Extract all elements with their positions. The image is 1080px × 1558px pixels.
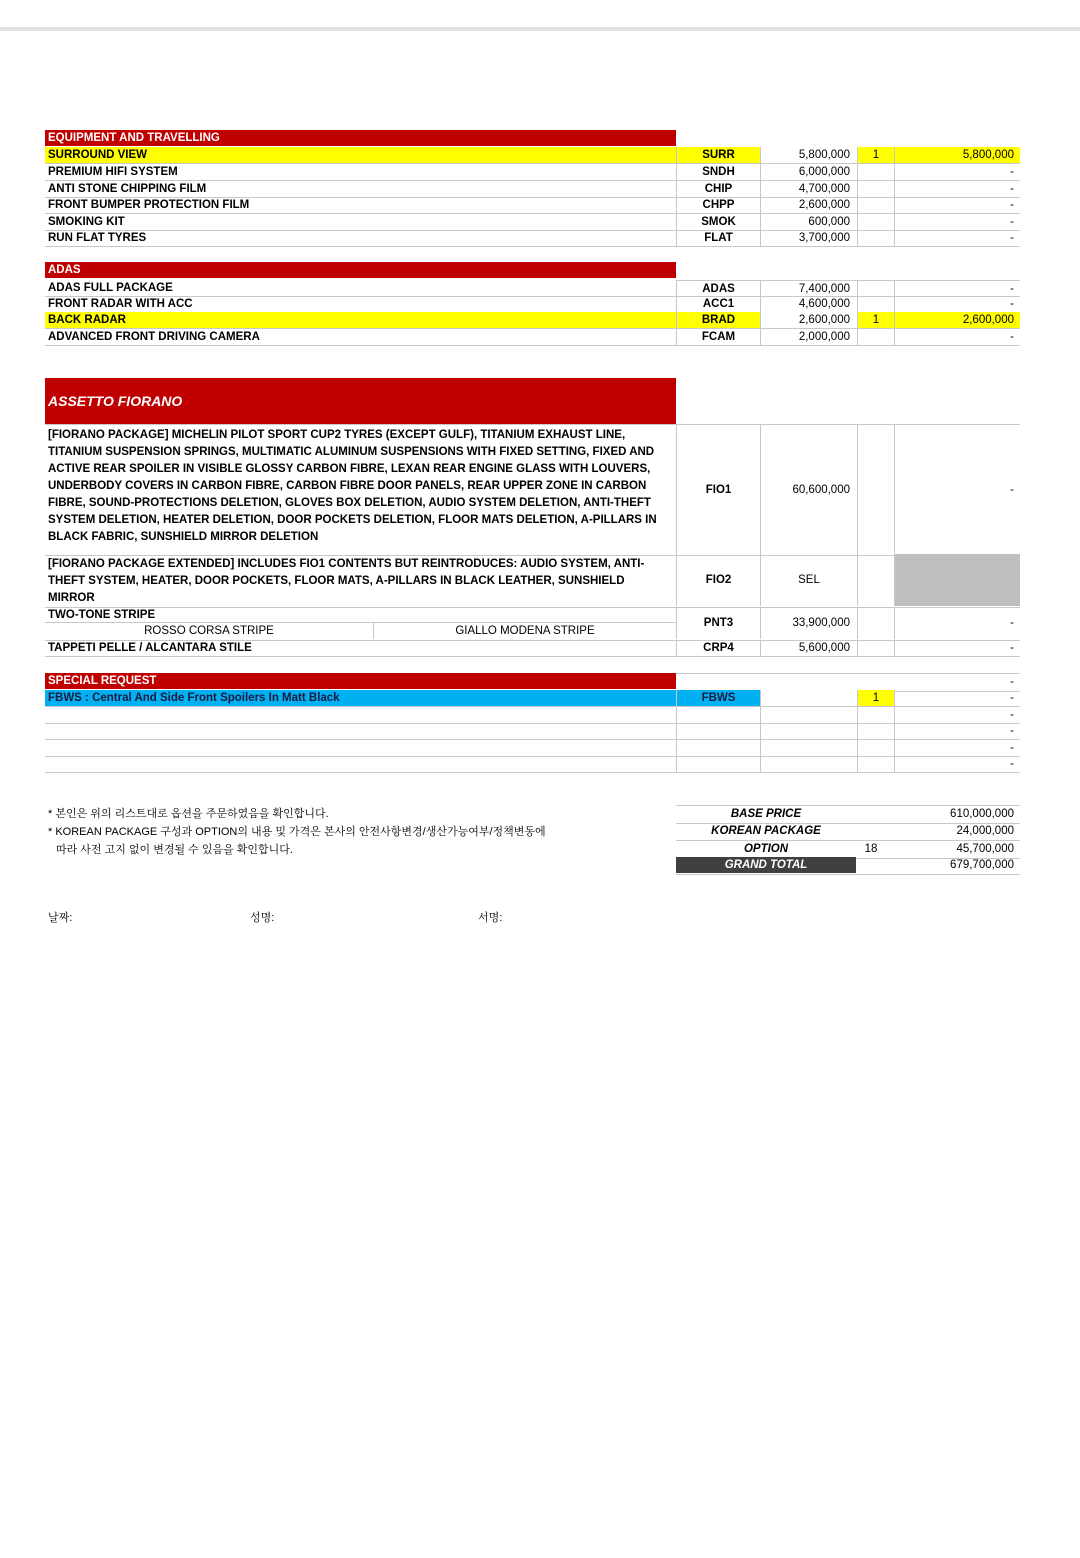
section-header-fiorano: ASSETTO FIORANO: [45, 378, 676, 424]
stripe-option-rosso[interactable]: ROSSO CORSA STRIPE: [45, 623, 374, 639]
empty-price: [761, 740, 858, 757]
two-tone-stripe-row: [45, 607, 1020, 641]
option-code: CHPP: [676, 197, 761, 214]
option-price: 2,600,000: [761, 197, 858, 214]
option-qty[interactable]: [858, 214, 895, 231]
option-total: -: [895, 230, 1020, 247]
option-code: FIO2: [676, 554, 761, 606]
empty-qty[interactable]: [858, 707, 895, 724]
option-code: SNDH: [676, 164, 761, 181]
option-code: PNT3: [676, 607, 761, 639]
stripe-option-giallo[interactable]: GIALLO MODENA STRIPE: [455, 625, 595, 637]
table-row: [45, 147, 1020, 164]
page-top-divider: [0, 27, 1080, 31]
option-total: -: [895, 756, 1020, 773]
section-header-special: SPECIAL REQUEST: [45, 673, 676, 689]
option-name: SMOKING KIT: [45, 214, 676, 231]
summary-grand-total: [676, 857, 1020, 875]
signature-label: 서명:: [478, 912, 503, 924]
empty-price: [761, 707, 858, 724]
empty-row: [45, 740, 1020, 757]
empty-qty[interactable]: [858, 740, 895, 757]
table-row: [45, 329, 1020, 346]
summary-value: 45,700,000: [956, 843, 1014, 855]
special-request-row: [45, 690, 1020, 707]
pricing-disclaimer-note-cont: 따라 사전 고지 없이 변경될 수 있음을 확인합니다.: [56, 844, 293, 856]
option-total: -: [895, 296, 1020, 313]
option-total: -: [895, 673, 1020, 692]
table-row: [45, 640, 1020, 657]
empty-code: [676, 740, 761, 757]
table-row: [45, 280, 1020, 297]
option-price: 33,900,000: [761, 607, 858, 639]
summary-base-price: [676, 805, 1020, 824]
option-qty[interactable]: [858, 425, 895, 554]
option-price: 4,600,000: [761, 296, 858, 313]
option-qty[interactable]: [858, 197, 895, 214]
option-qty[interactable]: [858, 296, 895, 313]
table-row: [45, 230, 1020, 247]
option-price: 3,700,000: [761, 230, 858, 247]
option-qty[interactable]: [858, 640, 895, 657]
option-total: -: [895, 690, 1020, 707]
option-price: 60,600,000: [761, 425, 858, 554]
option-price: 5,600,000: [761, 640, 858, 657]
summary-label: GRAND TOTAL: [676, 857, 856, 873]
empty-row: [45, 756, 1020, 773]
option-qty[interactable]: 1: [858, 312, 895, 329]
special-request-name[interactable]: FBWS : Central And Side Front Spoilers In Matt Black: [45, 690, 676, 707]
option-total: -: [895, 740, 1020, 757]
option-description: [FIORANO PACKAGE] MICHELIN PILOT SPORT CUP2 TYRES (EXCEPT GULF), TITANIUM EXHAUST LINE, TITANIUM SUSPENSION SPRINGS, MULTIMATIC ALUMINUM SUSPENSIONS WITH FIXED SETTING, FIXED AND ACTIVE REAR SPOILER IN VISIBLE GLOSSY CARBON FIBRE, LEXAN REAR ENGINE GLASS WITH LOUVERS, UNDERBODY COVERS IN CARBON FIBRE, CARBON FIBRE DOOR PANELS, REAR UPPER ZONE IN CARBON FIBRE, SOUND-PROTECTIONS DELETION, GLOVES BOX DELETION, AUDIO SYSTEM DELETION, ANTI-THEFT SYSTEM DELETION, HEATER DELETION, DOOR POCKETS DELETION, FLOOR MATS DELETION, A-PILLARS IN BLACK FABRIC, SUNSHIELD MIRROR DELETION: [48, 429, 657, 543]
option-code: FIO1: [676, 425, 761, 554]
option-name: ADVANCED FRONT DRIVING CAMERA: [45, 329, 676, 346]
empty-price: [761, 723, 858, 740]
option-name: FRONT RADAR WITH ACC: [45, 296, 676, 313]
option-name: BACK RADAR: [45, 312, 676, 329]
option-total: -: [895, 640, 1020, 657]
summary-option-count: 18: [864, 843, 878, 855]
date-label: 날짜:: [48, 912, 73, 924]
option-total: -: [895, 329, 1020, 346]
option-code: ADAS: [676, 280, 761, 297]
option-price: SEL: [761, 554, 858, 606]
option-name: RUN FLAT TYRES: [45, 230, 676, 247]
option-price: 600,000: [761, 214, 858, 231]
empty-code: [676, 723, 761, 740]
option-price: 7,400,000: [761, 280, 858, 297]
option-name: TAPPETI PELLE / ALCANTARA STILE: [45, 640, 676, 657]
table-row: [45, 197, 1020, 214]
option-code: FLAT: [676, 230, 761, 247]
summary-value: 679,700,000: [950, 859, 1014, 871]
empty-name[interactable]: [45, 723, 676, 740]
option-name: TWO-TONE STRIPE: [45, 607, 676, 623]
empty-code: [676, 756, 761, 773]
option-total: -: [895, 197, 1020, 214]
option-qty[interactable]: [858, 607, 895, 639]
table-row: [45, 214, 1020, 231]
option-qty[interactable]: 1: [858, 690, 895, 707]
empty-name[interactable]: [45, 756, 676, 773]
empty-row: [45, 723, 1020, 740]
fiorano-package-row: [45, 424, 1020, 556]
summary-label: OPTION: [743, 843, 789, 855]
option-name: FRONT BUMPER PROTECTION FILM: [45, 197, 676, 214]
option-qty[interactable]: [858, 554, 895, 606]
option-total: 5,800,000: [895, 147, 1020, 164]
option-total: -: [895, 214, 1020, 231]
option-price: [761, 690, 858, 707]
confirmation-note: * 본인은 위의 리스트대로 옵션을 주문하였음을 확인합니다.: [48, 808, 329, 820]
option-code: CRP4: [676, 640, 761, 657]
section-header-adas: ADAS: [45, 262, 676, 278]
option-code: BRAD: [676, 312, 761, 329]
option-qty[interactable]: [858, 164, 895, 181]
empty-qty[interactable]: [858, 723, 895, 740]
section-header-equipment: EQUIPMENT AND TRAVELLING: [45, 130, 676, 146]
header-blank: [676, 673, 895, 690]
summary-value: 610,000,000: [950, 808, 1014, 820]
option-total: -: [895, 164, 1020, 181]
option-price: 5,800,000: [761, 147, 858, 164]
option-code: CHIP: [676, 181, 761, 198]
option-code: SMOK: [676, 214, 761, 231]
summary-label: KOREAN PACKAGE: [711, 825, 821, 837]
empty-qty[interactable]: [858, 756, 895, 773]
option-total: -: [895, 707, 1020, 724]
empty-code: [676, 707, 761, 724]
option-name: PREMIUM HIFI SYSTEM: [45, 164, 676, 181]
option-code: FBWS: [676, 690, 761, 707]
option-code: ACC1: [676, 296, 761, 313]
option-qty[interactable]: 1: [858, 147, 895, 164]
option-price: 2,000,000: [761, 329, 858, 346]
table-row: [45, 164, 1020, 181]
table-row: [45, 312, 1020, 329]
option-price: 2,600,000: [761, 312, 858, 329]
name-label: 성명:: [250, 912, 275, 924]
fiorano-extended-row: [45, 554, 1020, 608]
option-description: [FIORANO PACKAGE EXTENDED] INCLUDES FIO1 CONTENTS BUT REINTRODUCES: AUDIO SYSTEM, ANTI-THEFT SYSTEM, HEATER, DOOR POCKETS, FLOOR MATS, A-PILLARS IN BLACK LEATHER, SUNSHIELD MIRROR: [48, 558, 645, 604]
special-request-header-row: [45, 673, 1020, 690]
option-code: SURR: [676, 147, 761, 164]
option-total: -: [895, 280, 1020, 297]
summary-korean-package: [676, 823, 1020, 841]
option-name: ANTI STONE CHIPPING FILM: [45, 181, 676, 198]
option-total: -: [895, 181, 1020, 198]
option-total: 2,600,000: [895, 312, 1020, 329]
option-name: ADAS FULL PACKAGE: [45, 280, 676, 297]
option-qty[interactable]: [858, 181, 895, 198]
option-price: 4,700,000: [761, 181, 858, 198]
empty-name[interactable]: [45, 707, 676, 724]
empty-row: [45, 707, 1020, 724]
option-name: SURROUND VIEW: [45, 147, 676, 164]
table-row: [45, 181, 1020, 198]
option-total: -: [1010, 617, 1014, 629]
option-total: -: [1010, 483, 1014, 496]
option-total-shaded: [895, 554, 1020, 606]
empty-price: [761, 756, 858, 773]
table-row: [45, 296, 1020, 313]
summary-value: 24,000,000: [956, 825, 1014, 837]
option-code: FCAM: [676, 329, 761, 346]
empty-name[interactable]: [45, 740, 676, 757]
option-qty[interactable]: [858, 280, 895, 297]
option-price: 6,000,000: [761, 164, 858, 181]
option-qty[interactable]: [858, 230, 895, 247]
summary-label: BASE PRICE: [730, 808, 802, 820]
option-qty[interactable]: [858, 329, 895, 346]
option-total: -: [895, 723, 1020, 740]
pricing-disclaimer-note: * KOREAN PACKAGE 구성과 OPTION의 내용 및 가격은 본사의 안전사항변경/생산가능여부/정책변동에: [48, 826, 546, 838]
